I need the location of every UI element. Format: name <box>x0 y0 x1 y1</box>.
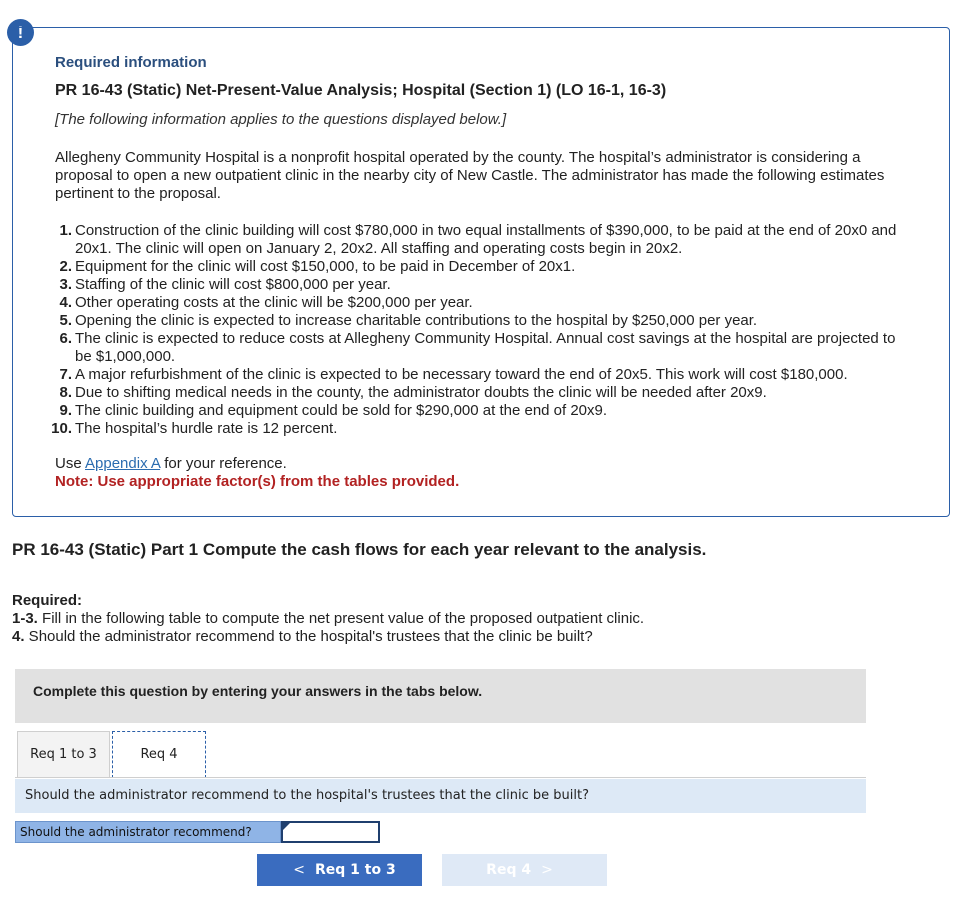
prev-tab-button[interactable]: < Req 1 to 3 <box>257 854 422 886</box>
list-item: 2. Equipment for the clinic will cost $150,000, to be paid in December of 20x1. <box>59 258 576 275</box>
list-item: 5. Opening the clinic is expected to increase charitable contributions to the hospital by $250,000 per year. <box>59 312 758 329</box>
required-information-heading: Required information <box>55 54 207 71</box>
answer-label: Should the administrator recommend? <box>15 821 281 843</box>
list-item: 3. Staffing of the clinic will cost $800,000 per year. <box>59 276 391 293</box>
tab-divider <box>15 777 866 778</box>
appendix-reference: Use Appendix A for your reference. <box>55 455 287 472</box>
estimates-list <box>0 222 900 438</box>
list-item: 4. Other operating costs at the clinic will be $200,000 per year. <box>59 294 473 311</box>
question-bar: Should the administrator recommend to the hospital's trustees that the clinic be built? <box>15 779 866 813</box>
part-title: PR 16-43 (Static) Part 1 Compute the cash flows for each year relevant to the analysis. <box>12 540 707 559</box>
list-item: 7. A major refurbishment of the clinic is expected to be necessary toward the end of 20x5. This work will cost $180,000. <box>59 366 848 383</box>
required-label: Required: <box>12 592 83 609</box>
list-item: 1. Construction of the clinic building will cost $780,000 in two equal installments of $390,000, to be paid at the end of 20x0 and 20x1. The clinic will open on January 2, 20x2. All staffing and operating costs begin in 20x2. <box>59 222 897 257</box>
alert-icon: ! <box>7 19 34 46</box>
intro-paragraph: Allegheny Community Hospital is a nonprofit hospital operated by the county. The hospital’s administrator is considering a proposal to open a new outpatient clinic in the nearby city of New Castle. The administrator has made the following estimates pertinent to the proposal. <box>55 149 885 202</box>
tab-req-1-to-3[interactable]: Req 1 to 3 <box>17 731 110 778</box>
answer-dropdown[interactable] <box>281 821 380 843</box>
appendix-a-link[interactable]: Appendix A <box>85 455 161 472</box>
chevron-right-icon: > <box>541 862 553 878</box>
problem-title: PR 16-43 (Static) Net-Present-Value Analysis; Hospital (Section 1) (LO 16-1, 16-3) <box>55 82 667 99</box>
next-tab-button[interactable]: Req 4 > <box>442 854 607 886</box>
tab-req-4[interactable]: Req 4 <box>112 731 206 778</box>
required-item-4: 4. Should the administrator recommend to the hospital's trustees that the clinic be built? <box>12 628 593 645</box>
list-item: 10. The hospital’s hurdle rate is 12 percent. <box>51 420 338 437</box>
required-item-1-3: 1-3. Fill in the following table to compute the net present value of the proposed outpatient clinic. <box>12 610 645 627</box>
chevron-left-icon: < <box>293 862 305 878</box>
list-item: 9. The clinic building and equipment could be sold for $290,000 at the end of 20x9. <box>59 402 608 419</box>
list-item: 6. The clinic is expected to reduce costs at Allegheny Community Hospital. Annual cost savings at the hospital are projected to be $1,000,000. <box>59 330 896 365</box>
applies-note: [The following information applies to the questions displayed below.] <box>55 111 507 128</box>
list-item: 8. Due to shifting medical needs in the county, the administrator doubts the clinic will be needed after 20x9. <box>59 384 767 401</box>
input-marker-icon <box>283 823 290 830</box>
factor-note: Note: Use appropriate factor(s) from the tables provided. <box>55 473 460 490</box>
instruction-bar: Complete this question by entering your answers in the tabs below. <box>15 669 866 723</box>
